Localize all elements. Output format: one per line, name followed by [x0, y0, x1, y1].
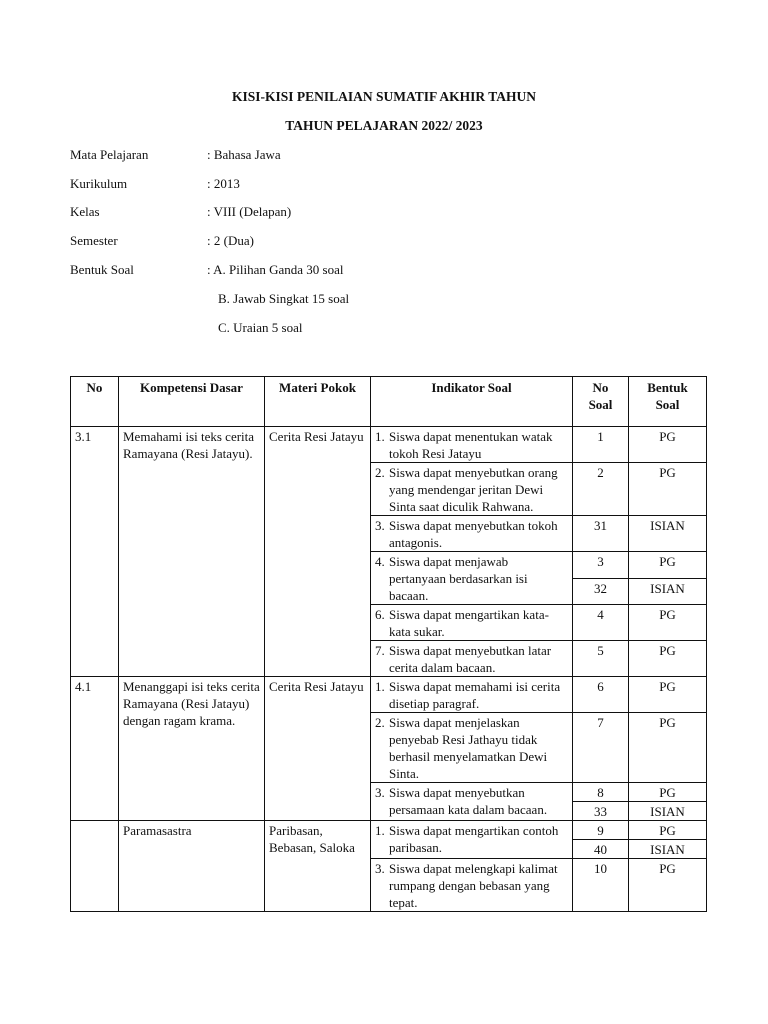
header-materi-pokok: Materi Pokok [265, 377, 371, 427]
indikator-number: 2. [375, 715, 385, 730]
header-bentuk-soal [629, 377, 707, 427]
meta-continuation: B. Jawab Singkat 15 soal [218, 291, 350, 306]
indikator-text: Siswa dapat mengartikan contoh paribasan. [389, 823, 559, 855]
indikator-number: 7. [375, 643, 385, 658]
no-soal: 5 [573, 641, 629, 677]
header-no-soal-line2: Soal [588, 397, 613, 412]
bentuk-soal: ISIAN [629, 840, 707, 859]
indikator-number: 3. [375, 861, 385, 876]
indikator-soal [371, 552, 573, 605]
no-soal: 32 [573, 578, 629, 605]
indikator-text: Siswa dapat mengartikan kata-kata sukar. [389, 607, 549, 639]
no-soal: 6 [573, 677, 629, 713]
kompetensi-dasar: Paramasastra [119, 821, 265, 912]
header-bentuk-soal-line2: Soal [655, 397, 680, 412]
meta-label: Kelas [70, 204, 100, 219]
indikator-number: 1. [375, 429, 385, 444]
indikator-text: Siswa dapat menyebutkan tokoh antagonis. [389, 518, 558, 550]
indikator-soal [371, 516, 573, 552]
no-soal: 4 [573, 605, 629, 641]
bentuk-soal: ISIAN [629, 802, 707, 821]
no-soal: 1 [573, 427, 629, 463]
document-title: KISI-KISI PENILAIAN SUMATIF AKHIR TAHUN [231, 89, 537, 104]
indikator-text: Siswa dapat menyebutkan orang yang mendengar jeritan Dewi Sinta saat diculik Rahwana. [389, 465, 558, 514]
indikator-soal [371, 859, 573, 912]
indikator-soal [371, 641, 573, 677]
kd-number [71, 821, 119, 912]
indikator-number: 3. [375, 518, 385, 533]
meta-label: Bentuk Soal [70, 262, 134, 277]
bentuk-soal: ISIAN [629, 516, 707, 552]
meta-value: : 2013 [207, 176, 240, 191]
header-no-soal [573, 377, 629, 427]
indikator-number: 4. [375, 554, 385, 569]
indikator-text: Siswa dapat menjelaskan penyebab Resi Jathayu tidak berhasil menyelamatkan Dewi Sinta. [389, 715, 548, 781]
materi-pokok: Cerita Resi Jatayu [265, 677, 371, 821]
meta-value: : Bahasa Jawa [207, 147, 281, 162]
indikator-soal [371, 677, 573, 713]
kd-number: 3.1 [71, 427, 119, 677]
bentuk-soal: ISIAN [629, 578, 707, 605]
header-no: No [71, 377, 119, 427]
meta-label: Mata Pelajaran [70, 147, 149, 162]
indikator-text: Siswa dapat menjawab pertanyaan berdasarkan isi bacaan. [389, 554, 528, 603]
kisi-kisi-table [70, 376, 707, 912]
indikator-text: Siswa dapat menyebutkan persamaan kata dalam bacaan. [389, 785, 548, 817]
header-no-soal-line1: No [592, 380, 609, 395]
no-soal: 7 [573, 713, 629, 783]
indikator-soal [371, 427, 573, 463]
bentuk-soal: PG [629, 427, 707, 463]
header-bentuk-soal-line1: Bentuk [647, 380, 688, 395]
table-row [71, 427, 707, 463]
indikator-number: 3. [375, 785, 385, 800]
bentuk-soal: PG [629, 552, 707, 579]
indikator-text: Siswa dapat melengkapi kalimat rumpang dengan bebasan yang tepat. [389, 861, 558, 910]
kompetensi-dasar: Menanggapi isi teks cerita Ramayana (Resi Jatayu) dengan ragam krama. [119, 677, 265, 821]
document-subtitle: TAHUN PELAJARAN 2022/ 2023 [285, 118, 483, 133]
indikator-soal [371, 783, 573, 821]
meta-value: : A. Pilihan Ganda 30 soal [207, 262, 344, 277]
no-soal: 40 [573, 840, 629, 859]
table-row [71, 821, 707, 840]
indikator-number: 1. [375, 823, 385, 838]
header-indikator-soal: Indikator Soal [371, 377, 573, 427]
bentuk-soal: PG [629, 821, 707, 840]
no-soal: 3 [573, 552, 629, 579]
indikator-soal [371, 463, 573, 516]
bentuk-soal: PG [629, 641, 707, 677]
bentuk-soal: PG [629, 783, 707, 802]
indikator-number: 1. [375, 679, 385, 694]
indikator-text: Siswa dapat memahami isi cerita disetiap paragraf. [389, 679, 561, 711]
no-soal: 33 [573, 802, 629, 821]
kompetensi-dasar: Memahami isi teks cerita Ramayana (Resi Jatayu). [119, 427, 265, 677]
table-header-row [71, 377, 707, 427]
bentuk-soal: PG [629, 605, 707, 641]
indikator-text: Siswa dapat menentukan watak tokoh Resi Jatayu [389, 429, 553, 461]
bentuk-soal: PG [629, 859, 707, 912]
bentuk-soal: PG [629, 713, 707, 783]
kd-number: 4.1 [71, 677, 119, 821]
bentuk-soal: PG [629, 677, 707, 713]
meta-label: Semester [70, 233, 118, 248]
no-soal: 2 [573, 463, 629, 516]
meta-value: : 2 (Dua) [207, 233, 254, 248]
indikator-soal [371, 605, 573, 641]
indikator-text: Siswa dapat menyebutkan latar cerita dalam bacaan. [389, 643, 552, 675]
meta-continuation: C. Uraian 5 soal [218, 320, 303, 335]
indikator-soal [371, 821, 573, 859]
table-row [71, 677, 707, 713]
bentuk-soal: PG [629, 463, 707, 516]
no-soal: 10 [573, 859, 629, 912]
no-soal: 8 [573, 783, 629, 802]
indikator-soal [371, 713, 573, 783]
no-soal: 31 [573, 516, 629, 552]
meta-label: Kurikulum [70, 176, 128, 191]
indikator-number: 2. [375, 465, 385, 480]
no-soal: 9 [573, 821, 629, 840]
meta-value: : VIII (Delapan) [207, 204, 292, 219]
indikator-number: 6. [375, 607, 385, 622]
materi-pokok: Paribasan, Bebasan, Saloka [265, 821, 371, 912]
materi-pokok: Cerita Resi Jatayu [265, 427, 371, 677]
header-kompetensi-dasar: Kompetensi Dasar [119, 377, 265, 427]
